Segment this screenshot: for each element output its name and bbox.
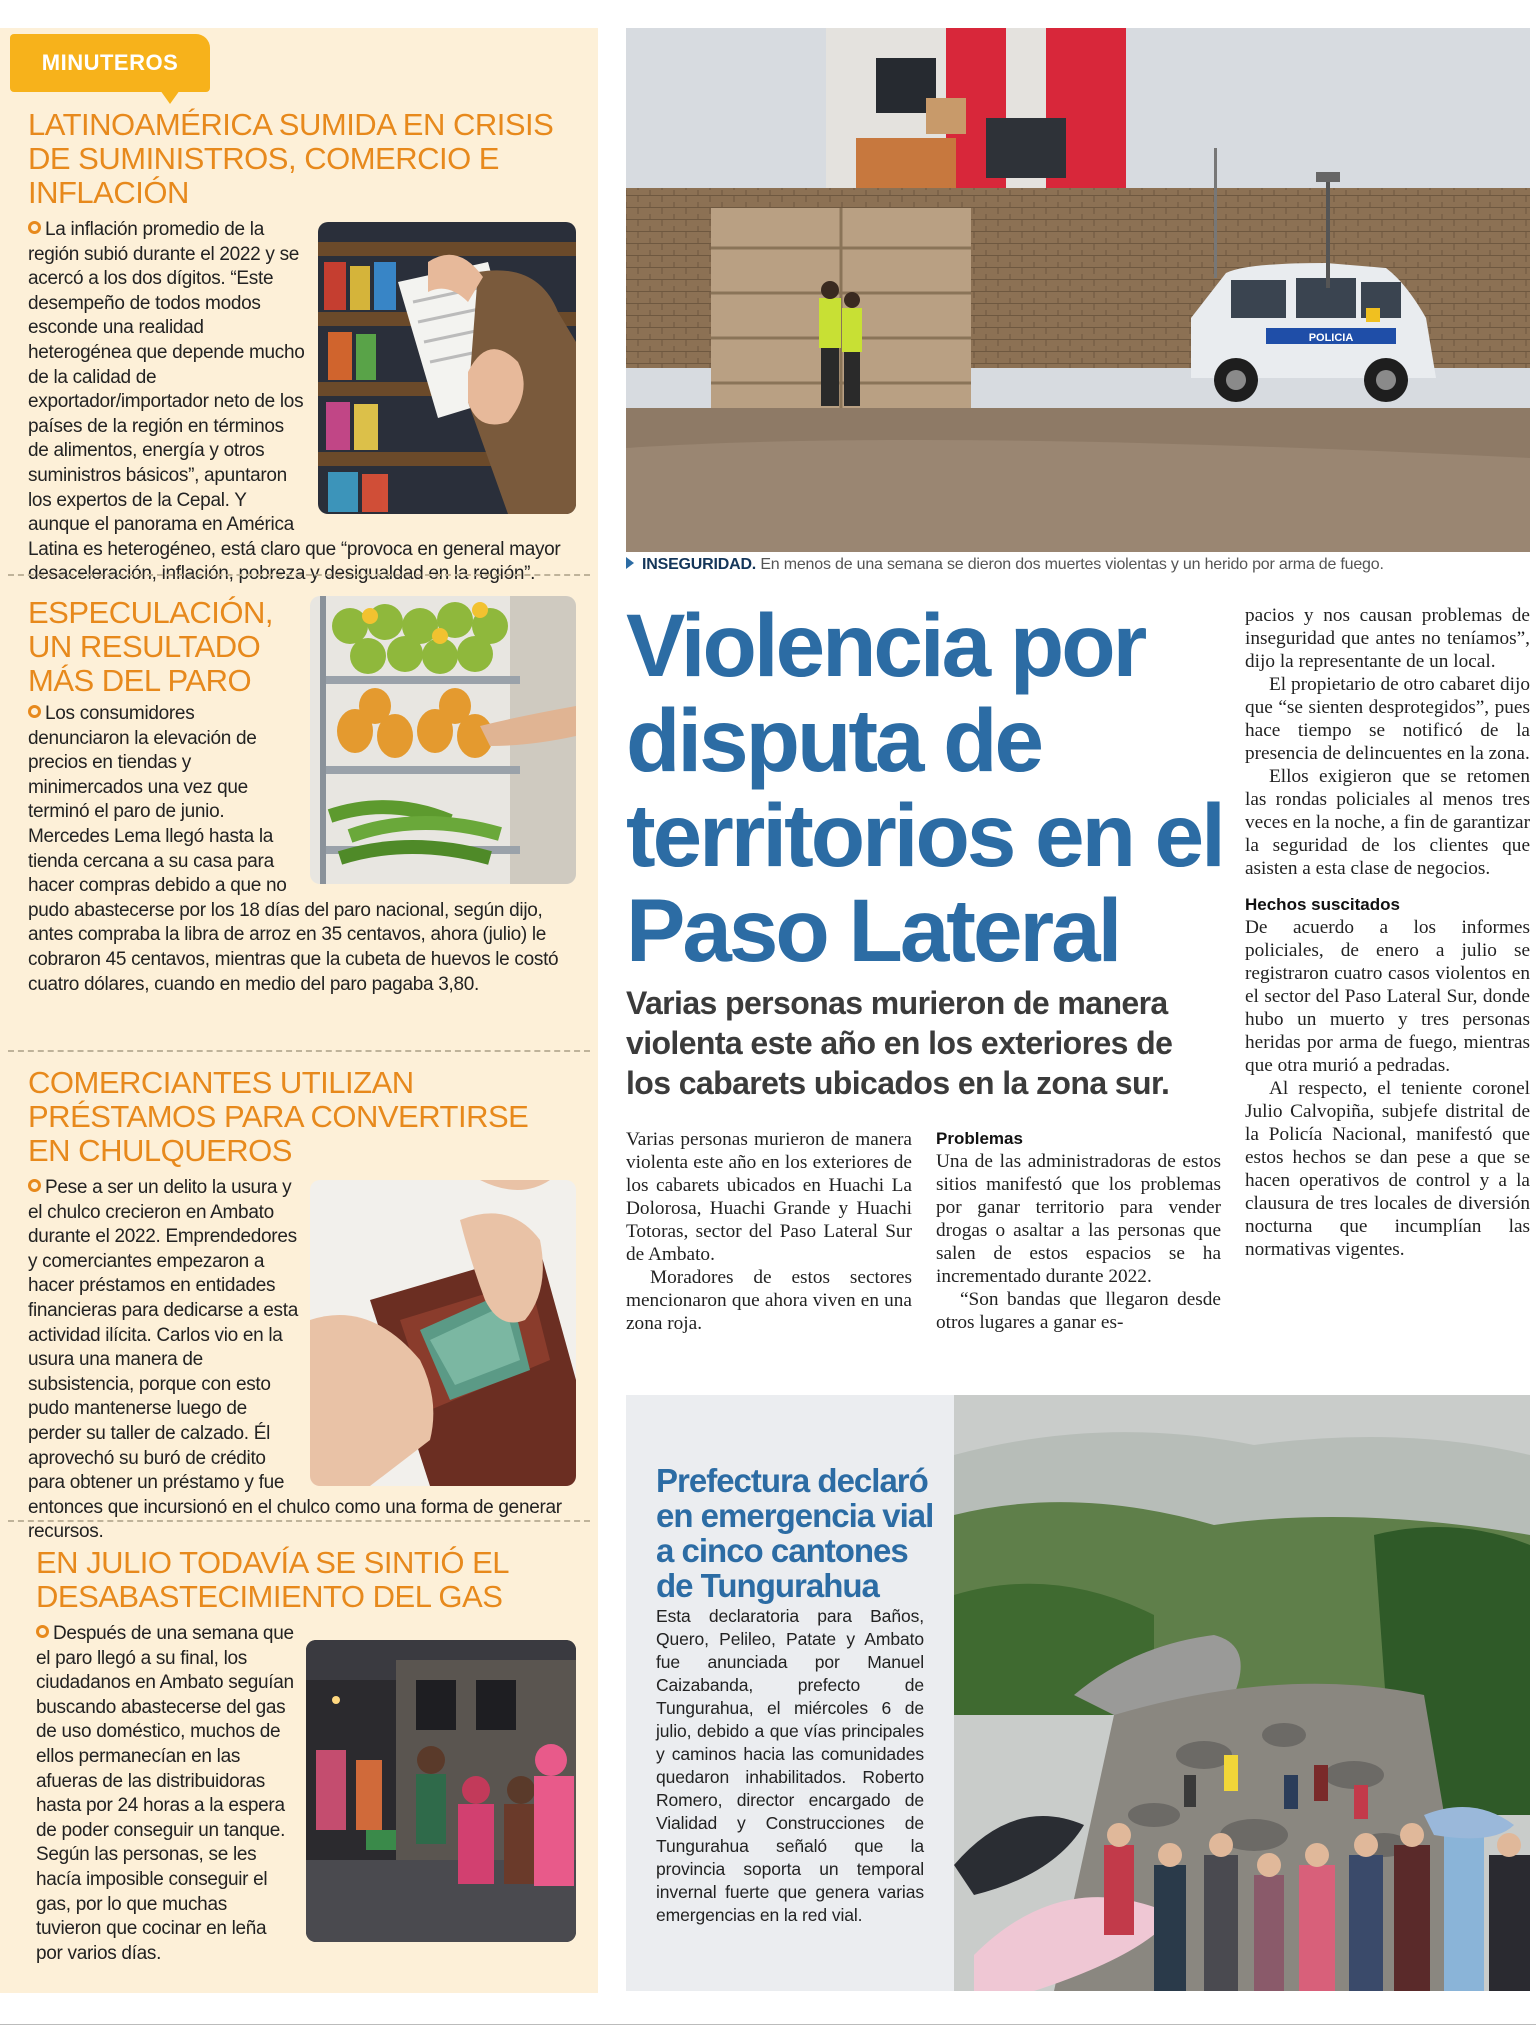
brief-body: Pese a ser un delito la usura y el chulco crecieron en Ambato durante el 2022. Emprendedores y comerciantes empezaron a hacer préstamos en entidades financieras para dedicarse a esta actividad ilícita. Carlos vio en la usura una manera de subsistencia, porque con esto pudo mantenerse luego de perder su taller de calzado. Él aprovechó su buró de crédito para obtener un préstamo y fue entonces que incursionó en el chulco como una forma de generar recursos.	[28, 1177, 562, 1543]
brief-photo-wallet	[310, 1180, 576, 1486]
brief-loans	[28, 1066, 576, 1545]
article-column-2	[936, 1128, 1221, 1334]
section-tag-label: MINUTEROS	[41, 50, 179, 75]
article-headline: Violencia por disputa de territorios en el Paso Lateral	[626, 595, 1223, 980]
page-bottom-rule	[0, 2024, 1536, 2025]
box-title: Prefectura declaró en emergencia vial a cinco cantones de Tungurahua	[656, 1462, 934, 1604]
brief-body: Los consumidores denunciaron la elevación de precios en tiendas y minimercados una vez que terminó el paro de junio. Mercedes Lema llegó hasta la tienda cercana a su casa para hacer compras debido a que no pudo abastecerse por los 18 días del paro nacional, según dijo, antes compraba la libra de arroz en 35 centavos, ahora (julio) le cobraron 45 centavos, mientras que la cubeta de huevos le costó cuatro dólares, cuando en medio del paro pagaba 3,80.	[28, 703, 559, 995]
divider	[8, 1050, 590, 1052]
article-deck: Varias personas murieron de manera violenta este año en los exteriores de los cabarets ubicados en la zona sur.	[626, 985, 1173, 1101]
paragraph: Varias personas murieron de manera violenta este año en los exteriores de los cabarets ubicados en Huachi La Dolorosa, Huachi Grande y Huachi Totoras, sector del Paso Lateral Sur de Ambato.	[626, 1129, 912, 1265]
caption-arrow-icon	[626, 557, 634, 569]
sidebar-minuteros	[0, 28, 598, 1993]
main-photo-cabaret	[626, 28, 1530, 552]
paragraph: Al respecto, el teniente coronel Julio Calvopiña, subjefe distrital de la Policía Nacional, manifestó que estos hechos se dan pese a que se hacen operativos de control y a la clausura de tres locales de diversión nocturna que incumplían las normativas vigentes.	[1245, 1078, 1530, 1260]
divider	[8, 1520, 590, 1522]
brief-inflation	[28, 108, 576, 587]
paragraph: De acuerdo a los informes policiales, de enero a julio se registraron cuatro casos violentos en el sector del Paso Lateral Sur, donde hubo un muerto y tres personas heridas por arma de fuego, mientras que otra murió a pedradas.	[1245, 917, 1530, 1076]
main-photo-caption	[626, 556, 1530, 580]
bullet-icon	[36, 1625, 49, 1638]
caption-text: En menos de una semana se dieron dos muertes violentas y un herido por arma de fuego.	[760, 556, 1384, 573]
paragraph: “Son bandas que llegaron desde otros lugares a ganar es-	[936, 1289, 1221, 1333]
divider	[8, 574, 590, 576]
car-door-label: POLICIA	[1308, 332, 1354, 344]
bullet-icon	[28, 1179, 41, 1192]
subheading-problemas: Problemas	[936, 1129, 1023, 1148]
paragraph: Ellos exigieron que se retomen las rondas policiales al menos tres veces en la noche, a fin de garantizar la seguridad de los clientes que asisten a esta clase de negocios.	[1245, 766, 1530, 879]
article-column-3	[1245, 604, 1530, 1261]
brief-photo-fruit	[310, 596, 576, 884]
article-column-1	[626, 1128, 912, 1335]
paragraph: El propietario de otro cabaret dijo que “se sienten desprotegidos”, pues hace tiempo se notificó de la presencia de delincuentes en la zona.	[1245, 674, 1530, 764]
caption-label: INSEGURIDAD.	[642, 556, 757, 573]
paragraph: pacios y nos causan problemas de inseguridad que antes no teníamos”, dijo la representante de un local.	[1245, 605, 1530, 672]
brief-title: ESPECULACIÓN, UN RESULTADO MÁS DEL PARO	[28, 595, 274, 698]
bullet-icon	[28, 705, 41, 718]
brief-title: EN JULIO TODAVÍA SE SINTIÓ EL DESABASTECIMIENTO DEL GAS	[36, 1545, 508, 1614]
paragraph: Una de las administradoras de estos sitios manifestó que los problemas por ganar territorio para vender drogas o asaltar a las personas que salen de estos espacios se ha incrementado durante 2022.	[936, 1151, 1221, 1287]
brief-body: La inflación promedio de la región subió durante el 2022 y se acercó a los dos dígitos. “Este desempeño de todos modos esconde una realidad heterogénea que depende mucho de la calidad de exportador/importador neto de los países de la región en términos de alimentos, energía y otros suministros básicos”, apuntaron los expertos de la Cepal. Y aunque el panorama en América Latina es heterogéneo, está claro que “provoca en general mayor desaceleración, inflación, pobreza y desigualdad en la región”.	[28, 219, 561, 585]
brief-gas	[36, 1546, 576, 1966]
brief-title: LATINOAMÉRICA SUMIDA EN CRISIS DE SUMINISTROS, COMERCIO E INFLACIÓN	[28, 107, 554, 210]
paragraph: Moradores de estos sectores mencionaron que ahora viven en una zona roja.	[626, 1267, 912, 1334]
brief-title: COMERCIANTES UTILIZAN PRÉSTAMOS PARA CONVERTIRSE EN CHULQUEROS	[28, 1065, 529, 1168]
section-tag	[10, 34, 210, 98]
brief-photo-queue	[306, 1640, 576, 1942]
bullet-icon	[28, 221, 41, 234]
sidebar-box-prefectura	[626, 1395, 1530, 1991]
subheading-hechos: Hechos suscitados	[1245, 895, 1400, 914]
brief-photo-receipt	[318, 222, 576, 514]
box-photo-landslide	[954, 1395, 1530, 1991]
brief-body: Después de una semana que el paro llegó a su final, los ciudadanos en Ambato seguían buscando abastecerse del gas de uso doméstico, muchos de ellos permanecían en las afueras de las distribuidoras hasta por 24 horas a la espera de poder conseguir un tanque. Según las personas, se les hacía imposible conseguir el gas, por lo que muchas tuvieron que cocinar en leña por varios días.	[36, 1623, 294, 1964]
brief-speculation	[28, 596, 576, 997]
box-body: Esta declaratoria para Baños, Quero, Pelileo, Patate y Ambato fue anunciada por Manuel Caizabanda, prefecto de Tungurahua, el miércoles 6 de julio, debido a que vías principales y caminos hacia las comunidades quedaron inhabilitados. Roberto Romero, director encargado de Vialidad y Construcciones de Tungurahua señaló que la provincia soporta un temporal invernal fuerte que genera varias emergencias en la red vial.	[656, 1606, 924, 1925]
